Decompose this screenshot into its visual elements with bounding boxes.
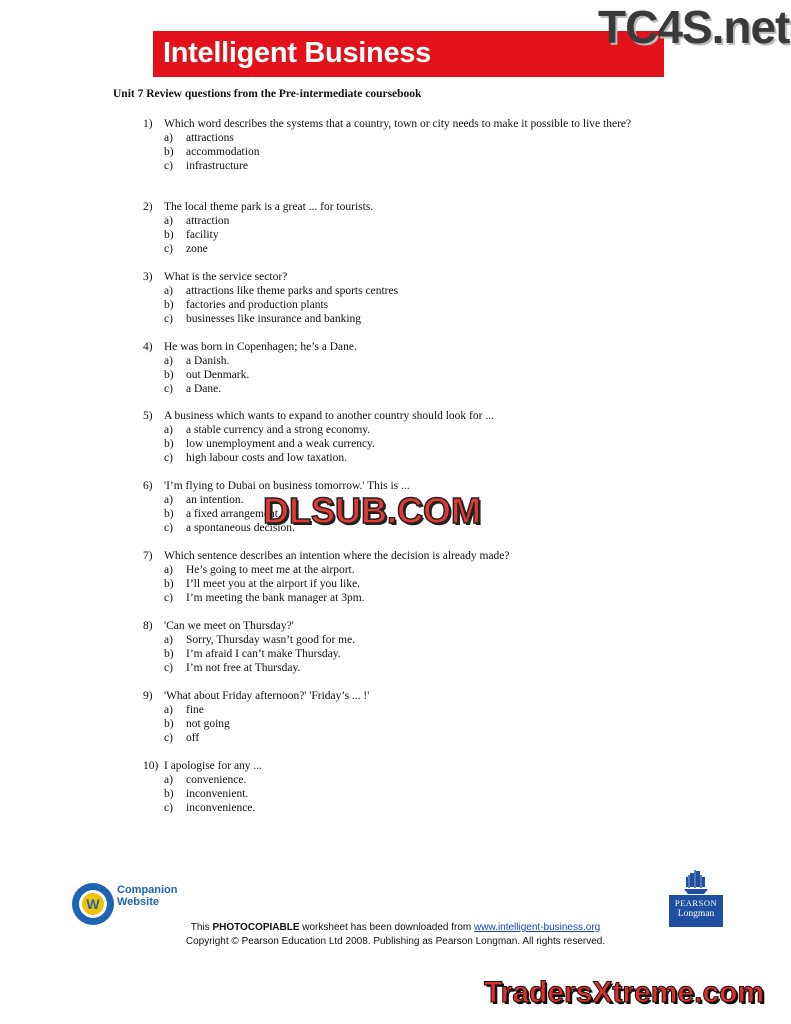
watermark-bottom: TradersXtreme.com (484, 976, 765, 1009)
option-letter: c) (164, 243, 173, 255)
option-text: fine (186, 704, 204, 716)
option-text: He’s going to meet me at the airport. (186, 564, 355, 576)
answer-option (164, 228, 634, 242)
footer-website-link[interactable]: www.intelligent-business.org (474, 922, 601, 933)
option-text: I’m not free at Thursday. (186, 662, 301, 674)
question-row (143, 409, 634, 423)
document-heading: Unit 7 Review questions from the Pre-intermediate coursebook (113, 88, 422, 100)
option-text: facility (186, 229, 219, 241)
answer-option (164, 214, 634, 228)
option-letter: a) (164, 285, 173, 297)
question-row (143, 689, 634, 703)
pearson-logo (669, 867, 723, 927)
answer-option (164, 787, 634, 801)
ship-icon (669, 867, 723, 895)
companion-globe-icon (70, 878, 116, 928)
option-text: I’m meeting the bank manager at 3pm. (186, 592, 365, 604)
question-text: A business which wants to expand to another country should look for ... (164, 410, 494, 422)
title-banner (153, 31, 664, 77)
option-text: off (186, 732, 200, 744)
pearson-name: PEARSON (674, 898, 718, 908)
answer-option (164, 703, 634, 717)
question-row (143, 270, 634, 284)
option-letter: b) (164, 578, 174, 590)
question-number: 9) (143, 690, 153, 702)
answer-option (164, 159, 634, 173)
question-text: 'What about Friday afternoon?' 'Friday’s ... !' (164, 690, 370, 702)
question-row (143, 340, 634, 354)
answer-option (164, 284, 634, 298)
option-letter: b) (164, 718, 174, 730)
option-letter: c) (164, 802, 173, 814)
option-letter: a) (164, 634, 173, 646)
option-text: Sorry, Thursday wasn’t good for me. (186, 634, 356, 646)
option-text: high labour costs and low taxation. (186, 452, 347, 464)
question-row (143, 759, 634, 773)
option-letter: c) (164, 313, 173, 325)
watermark-middle: DLSUB.COM (263, 490, 481, 531)
option-text: low unemployment and a weak currency. (186, 438, 375, 450)
question-item (143, 689, 634, 745)
question-item (143, 340, 634, 396)
option-letter: b) (164, 508, 174, 520)
option-text: a Danish. (186, 355, 230, 367)
answer-option (164, 717, 634, 731)
option-letter: b) (164, 229, 174, 241)
option-letter: c) (164, 732, 173, 744)
option-letter: a) (164, 774, 173, 786)
question-text: He was born in Copenhagen; he’s a Dane. (164, 341, 357, 353)
option-text: inconvenient. (186, 788, 249, 800)
question-item (143, 759, 634, 815)
option-text: zone (186, 243, 208, 255)
answer-option (164, 647, 634, 661)
answer-option (164, 298, 634, 312)
watermark-top: TC4S.net (598, 1, 790, 53)
option-text: attraction (186, 215, 230, 227)
question-number: 6) (143, 480, 153, 492)
option-text: factories and production plants (186, 299, 329, 311)
question-item (143, 619, 634, 675)
option-text: I’ll meet you at the airport if you like. (186, 578, 361, 590)
option-letter: a) (164, 424, 173, 436)
option-letter: c) (164, 452, 173, 464)
answer-option (164, 661, 634, 675)
option-text: infrastructure (186, 160, 248, 172)
answer-option (164, 131, 634, 145)
question-number: 10) (143, 760, 159, 772)
answer-option (164, 382, 634, 396)
answer-option (164, 577, 634, 591)
option-text: accommodation (186, 146, 260, 158)
option-letter: a) (164, 564, 173, 576)
question-number: 8) (143, 620, 153, 632)
answer-option (164, 801, 634, 815)
question-row (143, 200, 634, 214)
question-item (143, 270, 634, 326)
option-letter: c) (164, 662, 173, 674)
option-text: attractions (186, 132, 234, 144)
footer-copyright: Copyright © Pearson Education Ltd 2008. Publishing as Pearson Longman. All rights reserved. (185, 936, 606, 947)
answer-option (164, 312, 634, 326)
answer-option (164, 145, 634, 159)
option-letter: a) (164, 132, 173, 144)
question-item (143, 409, 634, 465)
option-letter: c) (164, 592, 173, 604)
option-text: not going (186, 718, 230, 730)
question-number: 4) (143, 341, 153, 353)
answer-option (164, 451, 634, 465)
option-letter: a) (164, 494, 173, 506)
question-text: What is the service sector? (164, 271, 288, 283)
option-text: convenience. (186, 774, 247, 786)
companion-line2: Website (117, 896, 159, 908)
pearson-box (669, 895, 723, 927)
answer-option (164, 423, 634, 437)
option-letter: c) (164, 522, 173, 534)
answer-option (164, 242, 634, 256)
companion-logo-letter: W (86, 896, 100, 912)
footer-prefix: This (190, 922, 213, 933)
question-number: 5) (143, 410, 153, 422)
question-text: 'Can we meet on Thursday?' (164, 620, 294, 632)
option-letter: a) (164, 355, 173, 367)
option-text: a fixed arrangement. (186, 508, 281, 520)
companion-website-logo (70, 878, 190, 928)
option-letter: b) (164, 438, 174, 450)
question-number: 7) (143, 550, 153, 562)
answer-option (164, 633, 634, 647)
option-letter: b) (164, 369, 174, 381)
option-letter: c) (164, 160, 173, 172)
option-letter: b) (164, 788, 174, 800)
question-text: Which word describes the systems that a country, town or city needs to make it possible to live there? (164, 118, 632, 130)
option-text: an intention. (186, 494, 244, 506)
option-letter: b) (164, 299, 174, 311)
question-item (143, 200, 634, 256)
footer-middle: worksheet has been downloaded from (299, 922, 475, 933)
question-row (143, 117, 634, 131)
option-letter: b) (164, 146, 174, 158)
question-number: 3) (143, 271, 153, 283)
question-text: The local theme park is a great ... for tourists. (164, 201, 374, 213)
question-text: I apologise for any ... (164, 760, 263, 772)
option-text: out Denmark. (186, 369, 250, 381)
answer-option (164, 731, 634, 745)
option-text: I’m afraid I can’t make Thursday. (186, 648, 341, 660)
question-item (143, 117, 634, 173)
question-row (143, 549, 634, 563)
option-text: a spontaneous decision. (186, 522, 295, 534)
answer-option (164, 773, 634, 787)
answer-option (164, 368, 634, 382)
answer-option (164, 437, 634, 451)
question-item (143, 549, 634, 605)
option-text: a stable currency and a strong economy. (186, 424, 371, 436)
option-letter: b) (164, 648, 174, 660)
question-number: 2) (143, 201, 153, 213)
option-text: a Dane. (186, 383, 222, 395)
question-text: 'I’m flying to Dubai on business tomorrow.' This is ... (164, 480, 410, 492)
option-letter: a) (164, 704, 173, 716)
option-text: attractions like theme parks and sports centres (186, 285, 399, 297)
option-letter: a) (164, 215, 173, 227)
option-text: inconvenience. (186, 802, 256, 814)
question-text: Which sentence describes an intention where the decision is already made? (164, 550, 510, 562)
companion-line1: Companion (117, 884, 178, 896)
answer-option (164, 354, 634, 368)
answer-option (164, 563, 634, 577)
question-row (143, 619, 634, 633)
companion-text (117, 884, 187, 908)
answer-option (164, 591, 634, 605)
pearson-sub: Longman (677, 909, 715, 919)
option-text: businesses like insurance and banking (186, 313, 362, 325)
question-number: 1) (143, 118, 153, 130)
banner-title: Intelligent Business (163, 37, 431, 69)
option-letter: c) (164, 383, 173, 395)
footer-photocopiable: PHOTOCOPIABLE (212, 922, 300, 933)
